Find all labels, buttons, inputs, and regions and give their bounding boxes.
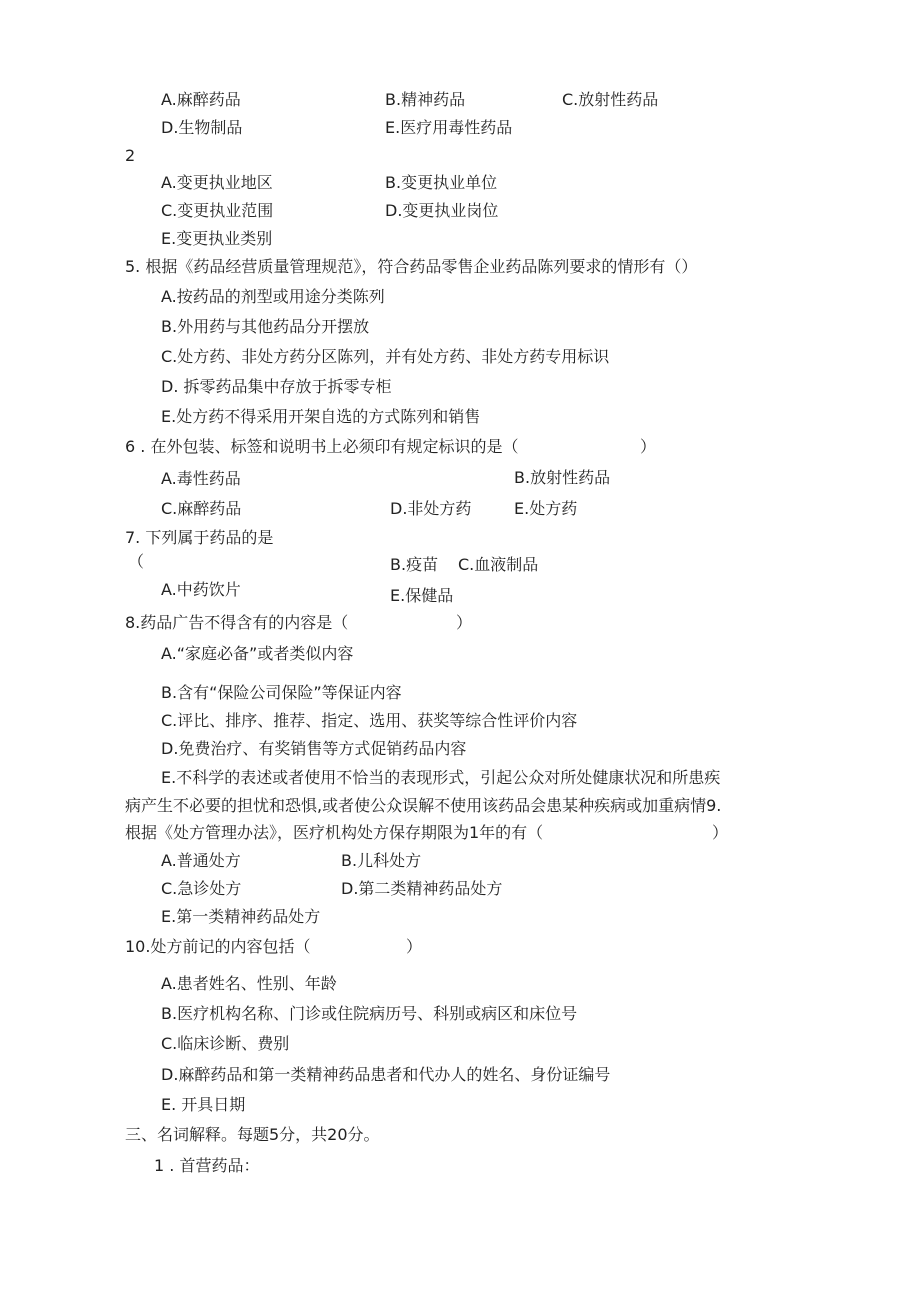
q7-option-c: C.血液制品 [458,555,539,574]
q8-stem-close: ） [456,613,473,632]
q2-option-c: C.变更执业范围 [161,201,274,220]
section3-item-1: 1 . 首营药品： [154,1156,260,1175]
q9-stem-close: ） [712,823,729,842]
q8-option-b: B.含有“保险公司保险”等保证内容 [161,683,402,702]
q5-option-e: E.处方药不得采用开架自选的方式陈列和销售 [161,407,481,426]
q10-stem-close: ） [406,937,423,956]
q8-option-e-line1: E.不科学的表述或者使用不恰当的表现形式，引起公众对所处健康状况和所患疾 [161,768,721,787]
q9-option-a: A.普通处方 [161,851,241,870]
q4-option-c: C.放射性药品 [562,90,659,109]
q6-option-a: A.毒性药品 [161,469,241,488]
q8-option-c: C.评比、排序、推荐、指定、选用、获奖等综合性评价内容 [161,711,578,730]
q10-stem: 10.处方前记的内容包括（ [125,937,311,956]
q4-option-b: B.精神药品 [385,90,466,109]
q9-option-b: B.儿科处方 [341,851,422,870]
q6-option-d: D.非处方药 [390,499,472,518]
q7-stem: 7. 下列属于药品的是 [125,528,274,547]
q5-option-d: D. 拆零药品集中存放于拆零专柜 [161,377,392,396]
q8-option-d: D.免费治疗、有奖销售等方式促销药品内容 [161,739,467,758]
q5-option-a: A.按药品的剂型或用途分类陈列 [161,287,385,306]
q6-stem-close: ） [640,437,657,456]
q7-option-e: E.保健品 [390,586,454,605]
q6-option-b: B.放射性药品 [514,468,611,487]
q6-option-c: C.麻醉药品 [161,499,242,518]
q2-option-a: A.变更执业地区 [161,173,273,192]
q10-option-d: D.麻醉药品和第一类精神药品患者和代办人的姓名、身份证编号 [161,1065,611,1084]
section3-heading: 三、名词解释。每题5分，共20分。 [125,1125,380,1144]
q9-option-e: E.第一类精神药品处方 [161,907,321,926]
q9-option-c: C.急诊处方 [161,879,242,898]
q7-option-b: B.疫苗 [390,555,439,574]
q7-option-a: A.中药饮片 [161,580,241,599]
q2-option-b: B.变更执业单位 [385,173,498,192]
q9-option-d: D.第二类精神药品处方 [341,879,503,898]
q10-option-a: A.患者姓名、性别、年龄 [161,974,337,993]
q8-stem: 8.药品广告不得含有的内容是（ [125,613,349,632]
q4-option-e: E.医疗用毒性药品 [385,118,513,137]
q9-stem: 根据《处方管理办法》，医疗机构处方保存期限为1年的有（ [125,823,544,842]
q4-option-d: D.生物制品 [161,118,243,137]
q10-option-b: B.医疗机构名称、门诊或住院病历号、科别或病区和床位号 [161,1004,578,1023]
q8-option-e-line2: 病产生不必要的担忧和恐惧,或者使公众误解不使用该药品会患某种疾病或加重病情9. [125,796,722,815]
q5-option-c: C.处方药、非处方药分区陈列，并有处方药、非处方药专用标识 [161,347,610,366]
q8-option-a: A.“家庭必备”或者类似内容 [161,644,354,663]
q10-option-e: E. 开具日期 [161,1095,246,1114]
q2-option-d: D.变更执业岗位 [385,201,499,220]
q5-option-b: B.外用药与其他药品分开摆放 [161,317,370,336]
q4-option-a: A.麻醉药品 [161,90,241,109]
q6-option-e: E.处方药 [514,499,578,518]
q6-stem: 6 . 在外包装、标签和说明书上必须印有规定标识的是（ [125,437,519,456]
q5-stem: 5. 根据《药品经营质量管理规范》，符合药品零售企业药品陈列要求的情形有（） [125,257,698,276]
q10-option-c: C.临床诊断、费别 [161,1034,290,1053]
q2-option-e: E.变更执业类别 [161,229,273,248]
q7-paren: （ [128,552,145,571]
q2-number: 2 [125,146,136,165]
